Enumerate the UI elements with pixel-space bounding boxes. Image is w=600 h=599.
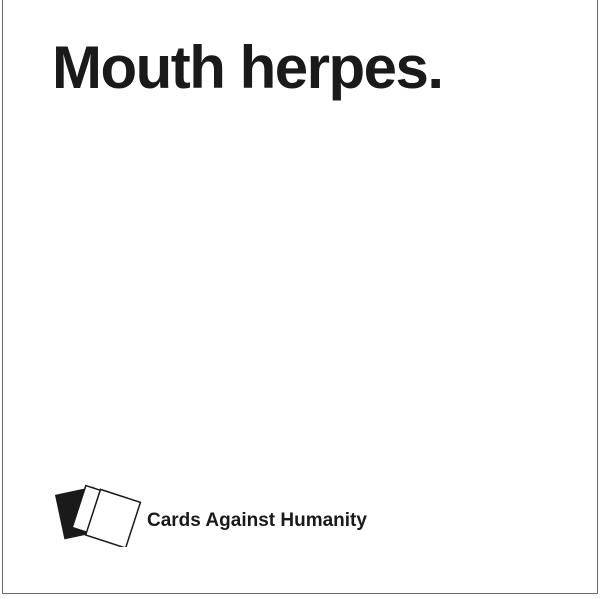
stacked-cards-icon [54, 483, 144, 547]
answer-card [2, 0, 598, 594]
brand-name: Cards Against Humanity [147, 510, 367, 531]
card-text: Mouth herpes. [52, 34, 443, 101]
brand-footer [54, 483, 414, 547]
